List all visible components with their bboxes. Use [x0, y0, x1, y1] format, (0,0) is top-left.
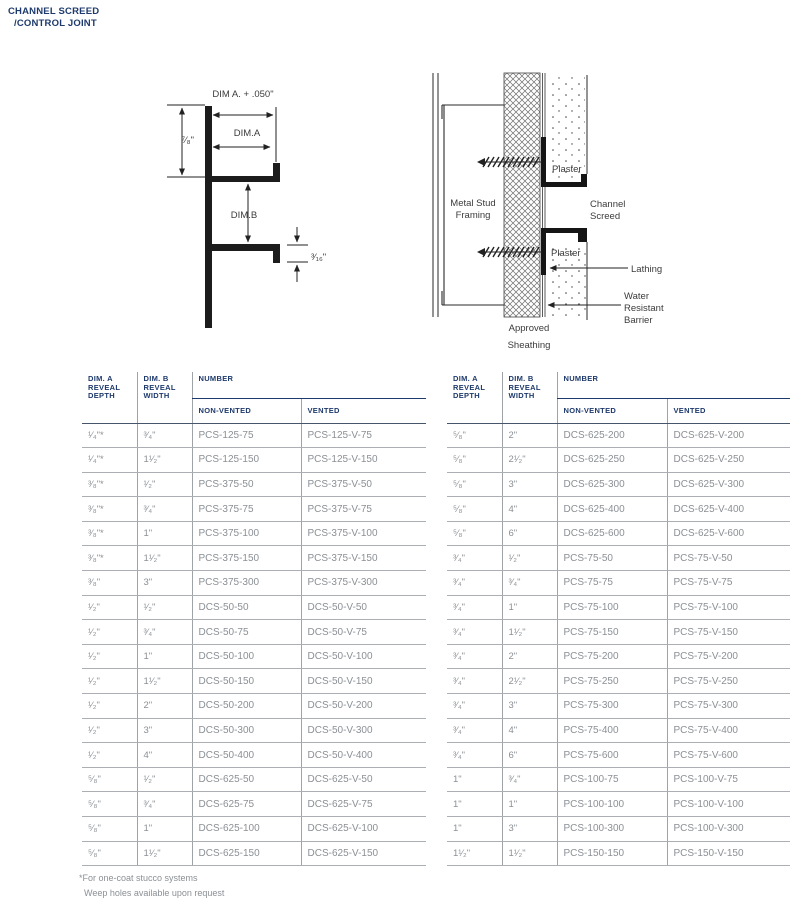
- table-row: [82, 718, 426, 743]
- lath-and-barrier-lines: [543, 73, 546, 317]
- footnote-one-coat: *For one-coat stucco systems: [79, 873, 198, 883]
- non-vented-cell: DCS-50-100: [192, 644, 301, 669]
- header-line: DIM. A: [453, 374, 478, 383]
- table-header: [447, 372, 790, 423]
- non-vented-cell: PCS-75-75: [557, 571, 667, 596]
- flange-height-label: ⁷⁄₈": [181, 135, 194, 146]
- col-header-number: NUMBER: [557, 372, 790, 398]
- vented-cell: PCS-75-V-300: [667, 694, 790, 719]
- approved-sheathing-label-2: Sheathing: [507, 340, 551, 351]
- dim-a-cell: ⁵⁄₈": [447, 448, 502, 473]
- vented-cell: DCS-625-V-200: [667, 423, 790, 448]
- dim-a-cell: ⁵⁄₈": [82, 841, 137, 866]
- vented-cell: DCS-50-V-100: [301, 644, 426, 669]
- vented-cell: PCS-100-V-300: [667, 817, 790, 842]
- dim-b-cell: 1": [137, 817, 192, 842]
- dim-a-cell: ³⁄₈"*: [82, 546, 137, 571]
- dim-a-cell: ³⁄₄": [447, 644, 502, 669]
- wall-diagram-svg: [420, 70, 700, 362]
- dim-a-cell: ⁵⁄₈": [82, 792, 137, 817]
- dim-b-cell: 2": [137, 694, 192, 719]
- col-header-non-vented: NON-VENTED: [192, 398, 301, 423]
- col-header-dim-a: [447, 372, 502, 423]
- vented-cell: DCS-50-V-75: [301, 620, 426, 645]
- table-row: [447, 792, 790, 817]
- non-vented-cell: PCS-75-300: [557, 694, 667, 719]
- vented-cell: PCS-100-V-100: [667, 792, 790, 817]
- table-row: [447, 497, 790, 522]
- approved-sheathing-label-1: Approved: [508, 323, 550, 334]
- table-row: [82, 521, 426, 546]
- non-vented-cell: DCS-625-75: [192, 792, 301, 817]
- non-vented-cell: PCS-75-400: [557, 718, 667, 743]
- col-header-number: NUMBER: [192, 372, 426, 398]
- vented-cell: PCS-375-V-100: [301, 521, 426, 546]
- non-vented-cell: PCS-150-150: [557, 841, 667, 866]
- col-header-dim-b: [502, 372, 557, 423]
- non-vented-cell: PCS-75-600: [557, 743, 667, 768]
- table-row: [82, 546, 426, 571]
- vented-cell: PCS-150-V-150: [667, 841, 790, 866]
- dim-a-label: DIM.A: [233, 128, 261, 139]
- header-line: REVEAL: [508, 382, 541, 392]
- dim-b-cell: 6": [502, 743, 557, 768]
- non-vented-cell: PCS-75-50: [557, 546, 667, 571]
- table-row: [82, 620, 426, 645]
- vented-cell: DCS-50-V-300: [301, 718, 426, 743]
- non-vented-cell: DCS-625-400: [557, 497, 667, 522]
- dim-a-cell: 1": [447, 817, 502, 842]
- dim-a-cell: ¹⁄₂": [82, 669, 137, 694]
- non-vented-cell: DCS-625-50: [192, 767, 301, 792]
- dim-a-cell: ³⁄₄": [447, 546, 502, 571]
- dim-b-cell: 1¹⁄₂": [137, 669, 192, 694]
- water-barrier-label-3: Barrier: [624, 315, 653, 326]
- table-row: [82, 497, 426, 522]
- non-vented-cell: PCS-75-250: [557, 669, 667, 694]
- dim-b-cell: ¹⁄₂": [502, 546, 557, 571]
- footnote-weep-holes: Weep holes available upon request: [84, 888, 225, 898]
- non-vented-cell: PCS-375-75: [192, 497, 301, 522]
- dim-a-cell: ⁵⁄₈": [447, 423, 502, 448]
- vented-cell: PCS-125-V-75: [301, 423, 426, 448]
- non-vented-cell: DCS-50-75: [192, 620, 301, 645]
- header-line: DIM. A: [88, 374, 113, 383]
- dim-b-cell: 2": [502, 644, 557, 669]
- dim-a-cell: ³⁄₄": [447, 595, 502, 620]
- dim-a-cell: ³⁄₄": [447, 743, 502, 768]
- vented-cell: DCS-625-V-100: [301, 817, 426, 842]
- dim-b-cell: 2": [502, 423, 557, 448]
- vented-cell: PCS-75-V-200: [667, 644, 790, 669]
- left-spec-table: [82, 372, 426, 866]
- vented-cell: DCS-625-V-75: [301, 792, 426, 817]
- dim-a-cell: ⁵⁄₈": [82, 767, 137, 792]
- vented-cell: DCS-50-V-50: [301, 595, 426, 620]
- dim-a-cell: ¹⁄₂": [82, 644, 137, 669]
- table-row: [447, 423, 790, 448]
- metal-stud-label-1: Metal Stud: [450, 198, 496, 209]
- header-line: WIDTH: [143, 391, 170, 400]
- dim-b-cell: ³⁄₄": [137, 423, 192, 448]
- dim-b-cell: ¹⁄₂": [137, 472, 192, 497]
- dim-a-cell: ³⁄₈"*: [82, 472, 137, 497]
- col-header-non-vented: NON-VENTED: [557, 398, 667, 423]
- table-row: [82, 669, 426, 694]
- table-row: [82, 448, 426, 473]
- dim-a-cell: ⁵⁄₈": [447, 472, 502, 497]
- table-row: [447, 472, 790, 497]
- table-row: [82, 743, 426, 768]
- dim-a-cell: ¹⁄₂": [82, 694, 137, 719]
- table-row: [82, 841, 426, 866]
- dim-a-cell: ¹⁄₂": [82, 620, 137, 645]
- header-line: REVEAL: [453, 382, 486, 392]
- table-row: [447, 694, 790, 719]
- table-row: [82, 767, 426, 792]
- dim-a-cell: ³⁄₄": [447, 694, 502, 719]
- vented-cell: PCS-375-V-300: [301, 571, 426, 596]
- col-header-dim-b: [137, 372, 192, 423]
- vented-cell: DCS-625-V-300: [667, 472, 790, 497]
- header-line: WIDTH: [508, 391, 535, 400]
- dim-b-cell: 3": [137, 718, 192, 743]
- non-vented-cell: PCS-125-150: [192, 448, 301, 473]
- dim-a-cell: ¹⁄₂": [82, 743, 137, 768]
- plaster-top-label: Plaster: [552, 164, 582, 175]
- dim-a-cell: 1": [447, 792, 502, 817]
- table-row: [447, 817, 790, 842]
- right-spec-table: [447, 372, 790, 866]
- profile-diagram-svg: [120, 80, 380, 342]
- table-row: [447, 743, 790, 768]
- vented-cell: PCS-75-V-150: [667, 620, 790, 645]
- dim-b-cell: 6": [502, 521, 557, 546]
- table-row: [447, 669, 790, 694]
- dim-a-cell: ³⁄₄": [447, 571, 502, 596]
- table-row: [82, 423, 426, 448]
- dim-b-cell: 1¹⁄₂": [137, 841, 192, 866]
- dim-b-cell: 2¹⁄₂": [502, 669, 557, 694]
- col-header-vented: VENTED: [301, 398, 426, 423]
- profile-top-flange: [205, 176, 280, 182]
- lip-height-label: ³⁄₁₆": [311, 252, 327, 263]
- table-row: [82, 571, 426, 596]
- dim-b-cell: 1¹⁄₂": [502, 841, 557, 866]
- interior-wall-lines: [433, 73, 438, 317]
- dim-b-cell: ³⁄₄": [137, 620, 192, 645]
- vented-cell: PCS-75-V-75: [667, 571, 790, 596]
- dim-b-cell: 1": [137, 644, 192, 669]
- vented-cell: DCS-625-V-250: [667, 448, 790, 473]
- dim-a-plus-label: DIM A. + .050": [212, 89, 274, 100]
- non-vented-cell: PCS-375-150: [192, 546, 301, 571]
- vented-cell: DCS-625-V-50: [301, 767, 426, 792]
- approved-sheathing-band: [504, 73, 540, 317]
- dim-a-cell: ¹⁄₄"*: [82, 423, 137, 448]
- channel-screed-label-1: Channel: [590, 199, 626, 210]
- col-header-dim-a: [82, 372, 137, 423]
- dim-a-cell: ³⁄₄": [447, 669, 502, 694]
- non-vented-cell: PCS-100-100: [557, 792, 667, 817]
- non-vented-cell: PCS-75-100: [557, 595, 667, 620]
- water-barrier-label-1: Water: [624, 291, 649, 302]
- dim-b-cell: ¹⁄₂": [137, 595, 192, 620]
- table-row: [82, 595, 426, 620]
- non-vented-cell: DCS-50-400: [192, 743, 301, 768]
- vented-cell: DCS-625-V-150: [301, 841, 426, 866]
- page-title: [8, 6, 99, 29]
- spec-table: [447, 372, 790, 866]
- dim-b-cell: 1¹⁄₂": [137, 546, 192, 571]
- dim-b-cell: ³⁄₄": [137, 792, 192, 817]
- dim-a-cell: ³⁄₈": [82, 571, 137, 596]
- dim-a-cell: 1¹⁄₂": [447, 841, 502, 866]
- table-row: [82, 644, 426, 669]
- metal-stud-label-2: Framing: [455, 210, 491, 221]
- vented-cell: DCS-50-V-150: [301, 669, 426, 694]
- non-vented-cell: PCS-75-200: [557, 644, 667, 669]
- vented-cell: PCS-100-V-75: [667, 767, 790, 792]
- water-barrier-label-2: Resistant: [624, 303, 664, 314]
- non-vented-cell: PCS-125-75: [192, 423, 301, 448]
- dim-b-cell: 4": [502, 718, 557, 743]
- table-row: [447, 448, 790, 473]
- dim-b-cell: ³⁄₄": [137, 497, 192, 522]
- table-row: [447, 644, 790, 669]
- non-vented-cell: DCS-625-250: [557, 448, 667, 473]
- dim-a-cell: ³⁄₈"*: [82, 497, 137, 522]
- table-row: [447, 767, 790, 792]
- non-vented-cell: DCS-50-150: [192, 669, 301, 694]
- non-vented-cell: DCS-50-200: [192, 694, 301, 719]
- table-row: [82, 472, 426, 497]
- vented-cell: PCS-75-V-250: [667, 669, 790, 694]
- dim-a-cell: ¹⁄₄"*: [82, 448, 137, 473]
- table-row: [447, 571, 790, 596]
- table-row: [82, 792, 426, 817]
- table-row: [447, 521, 790, 546]
- dim-a-cell: 1": [447, 767, 502, 792]
- table-row: [447, 595, 790, 620]
- dim-b-cell: 1": [502, 595, 557, 620]
- plaster-bottom-label: Plaster: [551, 248, 581, 259]
- screed-upper-lip: [581, 174, 587, 187]
- page-title-line2: /CONTROL JOINT: [14, 17, 97, 29]
- table-row: [447, 841, 790, 866]
- vented-cell: PCS-75-V-50: [667, 546, 790, 571]
- footnotes: [79, 871, 224, 901]
- dim-b-cell: 1¹⁄₂": [137, 448, 192, 473]
- profile-bottom-flange: [205, 244, 280, 251]
- dim-b-cell: 1": [502, 792, 557, 817]
- vented-cell: DCS-50-V-200: [301, 694, 426, 719]
- non-vented-cell: PCS-375-300: [192, 571, 301, 596]
- table-body: [82, 423, 426, 866]
- non-vented-cell: PCS-375-100: [192, 521, 301, 546]
- non-vented-cell: DCS-625-150: [192, 841, 301, 866]
- vented-cell: DCS-625-V-600: [667, 521, 790, 546]
- header-line: DEPTH: [88, 391, 115, 400]
- non-vented-cell: DCS-625-100: [192, 817, 301, 842]
- vented-cell: PCS-75-V-400: [667, 718, 790, 743]
- table-row: [447, 546, 790, 571]
- vented-cell: PCS-375-V-150: [301, 546, 426, 571]
- table-row: [447, 620, 790, 645]
- channel-screed-profile-diagram: [120, 80, 380, 342]
- table-row: [82, 817, 426, 842]
- header-line: REVEAL: [143, 382, 176, 392]
- non-vented-cell: DCS-50-50: [192, 595, 301, 620]
- dim-a-cell: ¹⁄₂": [82, 718, 137, 743]
- dim-a-cell: ¹⁄₂": [82, 595, 137, 620]
- dim-a-cell: ³⁄₄": [447, 620, 502, 645]
- wall-assembly-diagram: [420, 70, 700, 362]
- screed-lower-flange: [541, 233, 546, 275]
- table-row: [82, 694, 426, 719]
- dim-a-cell: ³⁄₄": [447, 718, 502, 743]
- vented-cell: PCS-375-V-75: [301, 497, 426, 522]
- profile-bottom-lip: [273, 244, 280, 263]
- vented-cell: DCS-625-V-400: [667, 497, 790, 522]
- screed-upper-leg: [541, 182, 585, 187]
- dim-b-cell: 3": [502, 817, 557, 842]
- non-vented-cell: DCS-625-300: [557, 472, 667, 497]
- spec-table: [82, 372, 426, 866]
- screed-lower-lip: [578, 228, 587, 242]
- table-header: [82, 372, 426, 423]
- profile-back-leg: [205, 106, 212, 328]
- dim-b-cell: ¹⁄₂": [137, 767, 192, 792]
- table-row: [447, 718, 790, 743]
- dim-b-cell: 4": [137, 743, 192, 768]
- dim-b-cell: ³⁄₄": [502, 571, 557, 596]
- header-line: DIM. B: [143, 374, 169, 383]
- dim-b-cell: ³⁄₄": [502, 767, 557, 792]
- header-line: DIM. B: [508, 374, 534, 383]
- dim-a-cell: ⁵⁄₈": [82, 817, 137, 842]
- page-title-line1: CHANNEL SCREED: [8, 6, 100, 17]
- vented-cell: PCS-75-V-600: [667, 743, 790, 768]
- vented-cell: PCS-375-V-50: [301, 472, 426, 497]
- header-line: REVEAL: [88, 382, 121, 392]
- non-vented-cell: DCS-625-200: [557, 423, 667, 448]
- dim-b-cell: 2¹⁄₂": [502, 448, 557, 473]
- lathing-label: Lathing: [631, 264, 663, 275]
- vented-cell: DCS-50-V-400: [301, 743, 426, 768]
- dim-b-cell: 1¹⁄₂": [502, 620, 557, 645]
- vented-cell: PCS-125-V-150: [301, 448, 426, 473]
- header-line: DEPTH: [453, 391, 480, 400]
- non-vented-cell: PCS-375-50: [192, 472, 301, 497]
- dim-a-cell: ⁵⁄₈": [447, 497, 502, 522]
- non-vented-cell: PCS-75-150: [557, 620, 667, 645]
- dim-b-cell: 4": [502, 497, 557, 522]
- table-body: [447, 423, 790, 866]
- non-vented-cell: PCS-100-300: [557, 817, 667, 842]
- dim-a-cell: ³⁄₈"*: [82, 521, 137, 546]
- non-vented-cell: DCS-625-600: [557, 521, 667, 546]
- channel-screed-label-2: Screed: [590, 211, 621, 222]
- dim-b-cell: 1": [137, 521, 192, 546]
- non-vented-cell: PCS-100-75: [557, 767, 667, 792]
- dim-b-cell: 3": [502, 472, 557, 497]
- non-vented-cell: DCS-50-300: [192, 718, 301, 743]
- profile-top-lip: [273, 163, 280, 182]
- dim-a-cell: ⁵⁄₈": [447, 521, 502, 546]
- dim-b-cell: 3": [137, 571, 192, 596]
- dim-b-cell: 3": [502, 694, 557, 719]
- dim-b-label: DIM.B: [230, 210, 258, 221]
- col-header-vented: VENTED: [667, 398, 790, 423]
- vented-cell: PCS-75-V-100: [667, 595, 790, 620]
